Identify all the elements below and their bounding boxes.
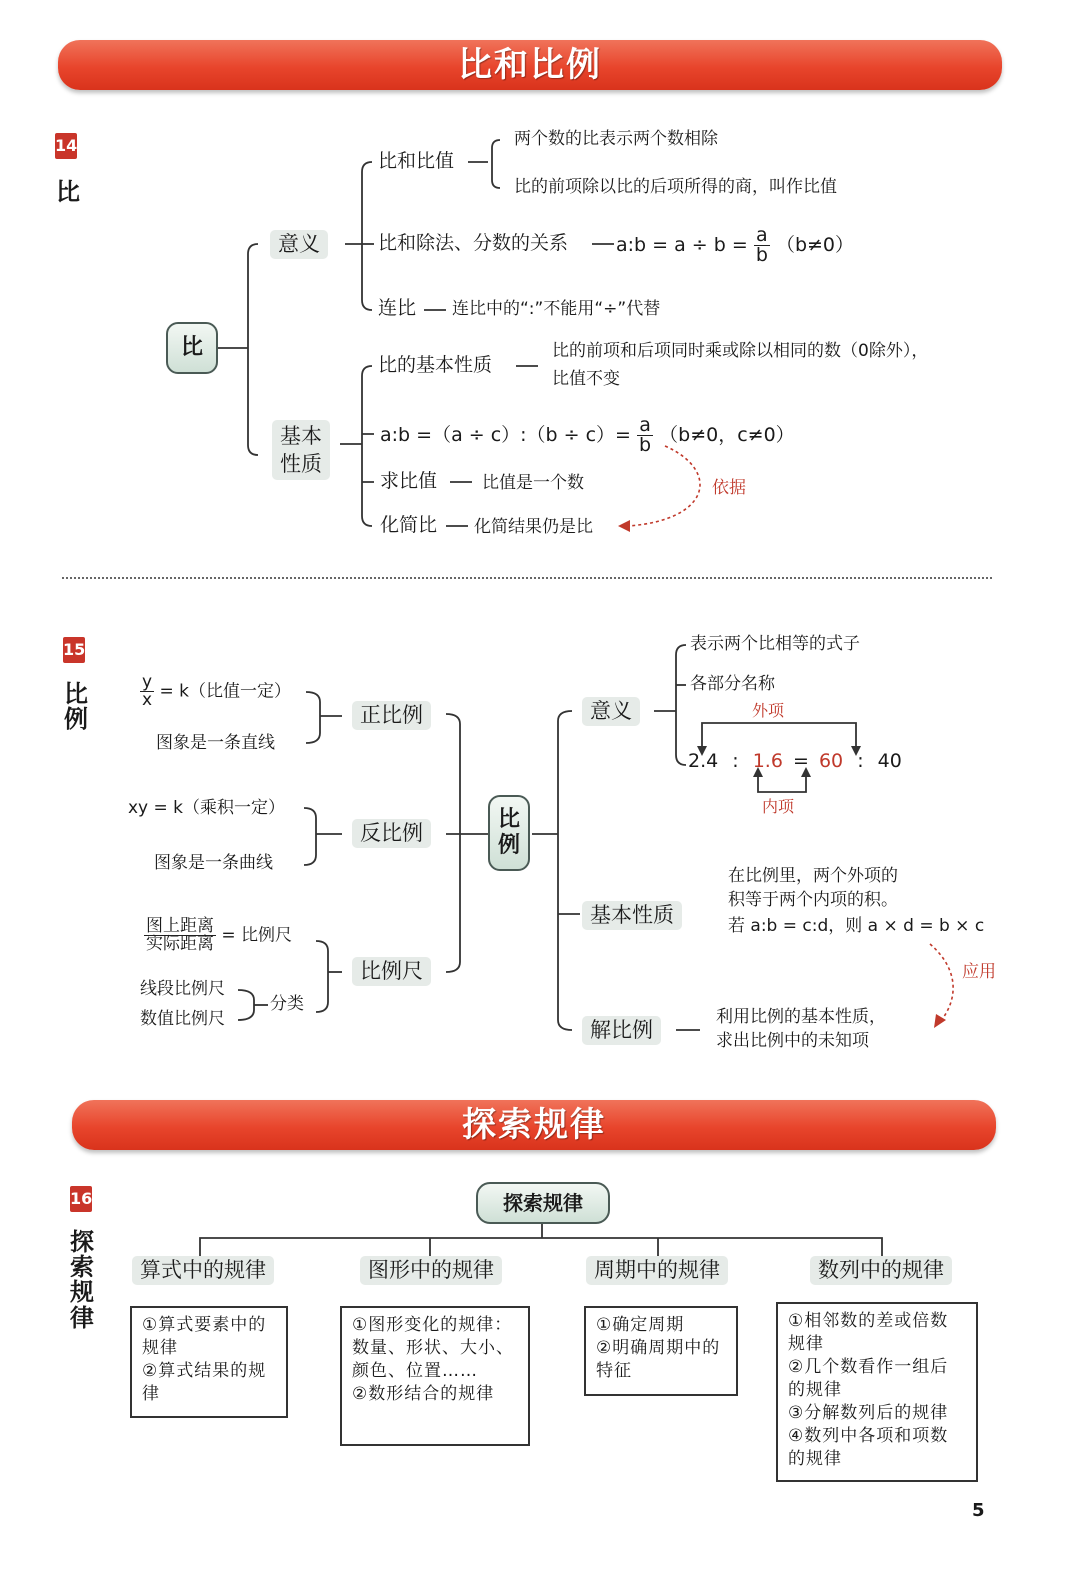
- text-outer-terms: 外项: [752, 701, 785, 720]
- tag-proportion-basic: 基本性质: [582, 901, 682, 930]
- tag-meaning: 意义: [270, 230, 328, 259]
- text-proportion-basic-3: 若 a:b = c:d，则 a × d = b × c: [728, 916, 985, 936]
- section-title-16: 探 索 规 律: [70, 1228, 94, 1332]
- formula-relation-left: a:b = a ÷ b =: [616, 234, 748, 256]
- text-proportion-meaning-1: 表示两个比相等的式子: [690, 634, 860, 654]
- text-apply: 应用: [962, 962, 996, 982]
- node-proportion-center: 比 例: [488, 795, 530, 871]
- line-outer-arrow: [702, 723, 856, 748]
- formula-scale-rest: = 比例尺: [221, 925, 293, 946]
- text-basis: 依据: [712, 478, 746, 498]
- formula-scale: [144, 918, 292, 953]
- eq-term-d: 40: [877, 750, 902, 772]
- text-solve-2: 求出比例中的未知项: [716, 1031, 869, 1051]
- text-huajian-desc: 化简结果仍是比: [474, 517, 593, 537]
- formula-relation-cond: （b≠0）: [775, 234, 855, 256]
- text-solve-1: 利用比例的基本性质，: [716, 1007, 886, 1027]
- box-pattern-shape: ①图形变化的规律：数量、形状、大小、颜色、位置…… ②数形结合的规律: [340, 1306, 530, 1446]
- label-bizhi: 比和比值: [378, 150, 455, 172]
- formula-relation: [616, 226, 854, 265]
- fraction-y-over-x: $\frac{y}{x}$: [142, 672, 153, 710]
- tag-scale: 比例尺: [352, 957, 431, 986]
- text-lianbi-desc: 连比中的“:”不能用“÷”代替: [452, 299, 661, 319]
- line-right-trunk: [558, 711, 572, 1030]
- formula-prop: [380, 416, 795, 455]
- fraction-a-over-b-2: $\frac{a}{b}$: [639, 414, 652, 456]
- tag-proportion-meaning: 意义: [582, 697, 640, 726]
- banner-ratio: 比和比例: [58, 40, 1002, 90]
- text-proportion-meaning-2: 各部分名称: [690, 674, 775, 694]
- tag-inverse-proportion: 反比例: [352, 819, 431, 848]
- label-relation: 比和除法、分数的关系: [378, 232, 569, 254]
- eq-term-c: 60: [818, 750, 844, 772]
- formula-inverse: xy = k（乘积一定）: [128, 798, 286, 818]
- text-inner-terms: 内项: [762, 797, 795, 816]
- text-proportion-basic-1: 在比例里，两个外项的: [728, 866, 898, 886]
- page-number: 5: [972, 1500, 985, 1521]
- tag-pattern-sequence: 数列中的规律: [810, 1256, 952, 1285]
- line-basic-trunk: [362, 366, 372, 526]
- fraction-scale: $\frac{\text{图上距离}}{\text{实际距离}}$: [146, 916, 214, 954]
- text-bizhi-1: 两个数的比表示两个数相除: [514, 129, 718, 149]
- section-title-14: 比: [56, 178, 80, 206]
- section-number-16: 16: [70, 1186, 92, 1212]
- formula-prop-left: a:b =（a ÷ c）:（b ÷ c）=: [380, 424, 631, 446]
- label-qiubizhi: 求比值: [380, 470, 438, 492]
- text-qiubizhi-desc: 比值是一个数: [482, 473, 584, 493]
- eq-colon-1: :: [732, 750, 739, 772]
- line-pattern-trunk: [200, 1220, 882, 1256]
- line-yiyi-bracket: [676, 645, 686, 765]
- label-lianbi: 连比: [378, 297, 417, 319]
- text-prop-desc-1: 比的前项和后项同时乘或除以相同的数（0除外），: [552, 341, 929, 361]
- line-zheng-bracket: [306, 692, 320, 743]
- line-meaning-trunk: [362, 162, 372, 310]
- section-title-15: 比 例: [64, 680, 88, 734]
- tag-pattern-formula: 算式中的规律: [132, 1256, 274, 1285]
- node-pattern-center: 探索规律: [476, 1182, 610, 1224]
- tag-pattern-shape: 图形中的规律: [360, 1256, 502, 1285]
- arrowhead-basis: [618, 520, 630, 532]
- box-pattern-sequence: ①相邻数的差或倍数规律 ②几个数看作一组后的规律 ③分解数列后的规律 ④数列中各项和项数的规律: [776, 1302, 978, 1482]
- line-class-bracket: [238, 990, 254, 1020]
- arrowhead-apply: [934, 1014, 946, 1028]
- box-pattern-formula: ①算式要素中的规律 ②算式结果的规律: [130, 1306, 288, 1418]
- tag-basic-property: 基本 性质: [272, 420, 330, 480]
- text-bizhi-2: 比的前项除以比的后项所得的商，叫作比值: [514, 177, 837, 197]
- label-prop: 比的基本性质: [378, 354, 493, 376]
- text-classification: 分类: [270, 994, 304, 1014]
- text-proportion-basic-2: 积等于两个内项的积。: [728, 890, 898, 910]
- line-bizhi-bracket: [492, 140, 500, 188]
- text-prop-desc-2: 比值不变: [552, 369, 620, 389]
- section-divider: [62, 577, 992, 579]
- line-left-trunk: [446, 714, 460, 972]
- formula-prop-cond: （b≠0，c≠0）: [659, 424, 795, 446]
- text-value-scale: 数值比例尺: [140, 1009, 225, 1029]
- line-mid-branches: [362, 434, 374, 482]
- fraction-a-over-b: $\frac{a}{b}$: [755, 224, 768, 266]
- eq-colon-2: :: [857, 750, 864, 772]
- section-number-15: 15: [63, 637, 85, 663]
- line-chi-bracket: [316, 941, 328, 1012]
- line-inner-arrow: [758, 775, 806, 792]
- tag-direct-proportion: 正比例: [352, 701, 431, 730]
- line-trunk-14: [248, 244, 258, 455]
- text-direct-graph: 图象是一条直线: [156, 733, 275, 753]
- line-fan-bracket: [304, 808, 316, 865]
- dashed-apply-curve: [930, 944, 953, 1022]
- dashed-basis-curve: [628, 446, 700, 526]
- tag-pattern-cycle: 周期中的规律: [586, 1256, 728, 1285]
- formula-direct: [140, 674, 291, 709]
- label-huajian: 化简比: [380, 514, 438, 536]
- formula-direct-rest: = k（比值一定）: [159, 681, 291, 702]
- proportion-example: [688, 750, 902, 773]
- text-inverse-graph: 图象是一条曲线: [154, 853, 273, 873]
- node-ratio-center: 比: [166, 322, 218, 374]
- eq-term-b: 1.6: [752, 750, 783, 772]
- box-pattern-cycle: ①确定周期 ②明确周期中的特征: [584, 1306, 738, 1396]
- eq-equals: =: [792, 750, 809, 772]
- section-number-14: 14: [55, 133, 77, 159]
- text-line-scale: 线段比例尺: [140, 979, 225, 999]
- tag-solve-proportion: 解比例: [582, 1016, 661, 1045]
- eq-term-a: 2.4: [688, 750, 719, 772]
- banner-pattern: 探索规律: [72, 1100, 996, 1150]
